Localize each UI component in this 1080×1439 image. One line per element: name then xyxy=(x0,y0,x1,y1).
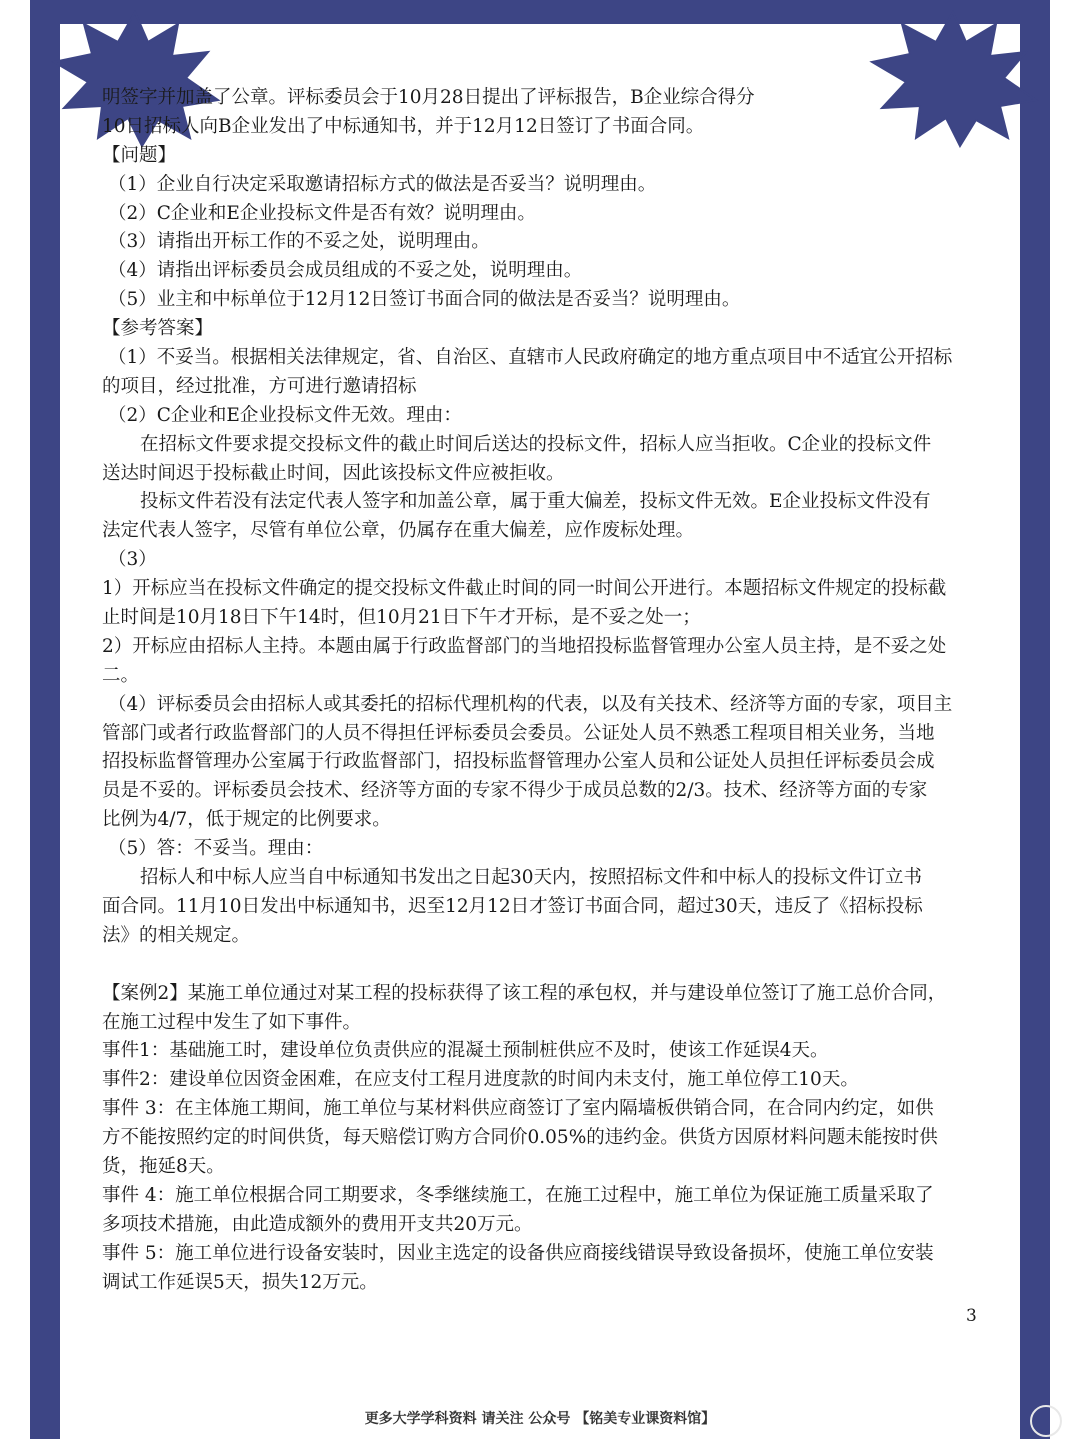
answer-line: （5）答：不妥当。理由： xyxy=(108,838,324,860)
answer-line: （2）C企业和E企业投标文件无效。理由： xyxy=(108,404,462,426)
event-line: 多项技术措施，由此造成额外的费用开支共20万元。 xyxy=(102,1213,533,1235)
answer-line: 管部门或者行政监督部门的人员不得担任评标委员会委员。公证处人员不熟悉工程项目相关业务，当地 xyxy=(102,722,935,744)
answer-line: 招投标监督管理办公室属于行政监督部门，招投标监督管理办公室人员和公证处人员担任评标委员会成 xyxy=(102,751,935,773)
answer-line: 法》的相关规定。 xyxy=(102,924,251,946)
answer-line: 员是不妥的。评标委员会技术、经济等方面的专家不得少于成员总数的2/3。技术、经济等方面的专家 xyxy=(102,780,928,802)
blank-line xyxy=(102,951,1022,980)
case-line: 【案例2】某施工单位通过对某工程的投标获得了该工程的承包权，并与建设单位签订了施工总价合同， xyxy=(102,982,947,1004)
answer-line: 在招标文件要求提交投标文件的截止时间后送达的投标文件，招标人应当拒收。C企业的投标文件 xyxy=(140,433,932,455)
footer-note: 更多大学学科资料 请关注 公众号 【铭美专业课资料馆】 xyxy=(364,1411,716,1427)
question-item: （5）业主和中标单位于12月12日签订书面合同的做法是否妥当？说明理由。 xyxy=(108,289,741,311)
event-line: 调试工作延误5天，损失12万元。 xyxy=(102,1271,378,1293)
answer-line: （3） xyxy=(108,549,157,571)
answer-line: （1）不妥当。根据相关法律规定，省、自治区、直辖市人民政府确定的地方重点项目中不适宜公开招标 xyxy=(108,347,953,369)
answer-line: 2）开标应由招标人主持。本题由属于行政监督部门的当地招投标监督管理办公室人员主持，是不妥之处 xyxy=(102,635,947,657)
event-line: 事件 4：施工单位根据合同工期要求，冬季继续施工，在施工过程中，施工单位为保证施工质量采取了 xyxy=(102,1184,934,1206)
question-item: （2）C企业和E企业投标文件是否有效？说明理由。 xyxy=(108,202,536,224)
answer-line: 法定代表人签字，尽管有单位公章，仍属存在重大偏差，应作废标处理。 xyxy=(102,520,695,542)
page-frame-left xyxy=(30,0,60,1439)
answer-line: 止时间是10月18日下午14时，但10月21日下午才开标，是不妥之处一； xyxy=(102,607,701,629)
section-heading: 【参考答案】 xyxy=(102,318,214,340)
question-item: （3）请指出开标工作的不妥之处，说明理由。 xyxy=(108,231,490,253)
event-line: 货，拖延8天。 xyxy=(102,1155,225,1177)
document-body xyxy=(102,84,1022,1297)
answer-line: 招标人和中标人应当自中标通知书发出之日起30天内，按照招标文件和中标人的投标文件订立书 xyxy=(140,867,923,889)
answer-line: 二。 xyxy=(102,664,140,686)
event-line: 方不能按照约定的时间供货，每天赔偿订购方合同价0.05%的违约金。供货方因原材料问题未能按时供 xyxy=(102,1127,938,1149)
text-line: 10日招标人向B企业发出了中标通知书，并于12月12日签订了书面合同。 xyxy=(102,115,705,137)
event-line: 事件 3：在主体施工期间，施工单位与某材料供应商签订了室内隔墙板供销合同，在合同内约定，如供 xyxy=(102,1098,934,1120)
text-line: 明签字并加盖了公章。评标委员会于10月28日提出了评标报告，B企业综合得分 xyxy=(102,87,755,108)
page-number: 3 xyxy=(966,1306,977,1326)
answer-line: 投标文件若没有法定代表人签字和加盖公章，属于重大偏差，投标文件无效。E企业投标文件没有 xyxy=(140,491,931,513)
event-line: 事件1：基础施工时，建设单位负责供应的混凝土预制桩供应不及时，使该工作延误4天。 xyxy=(102,1040,829,1062)
question-item: （4）请指出评标委员会成员组成的不妥之处，说明理由。 xyxy=(108,260,583,282)
answer-line: 1）开标应当在投标文件确定的提交投标文件截止时间的同一时间公开进行。本题招标文件规定的投标截 xyxy=(102,578,947,600)
answer-line: 的项目，经过批准，方可进行邀请招标 xyxy=(102,375,417,397)
case-line: 在施工过程中发生了如下事件。 xyxy=(102,1011,362,1033)
answer-line: （4）评标委员会由招标人或其委托的招标代理机构的代表，以及有关技术、经济等方面的专家，项目主 xyxy=(108,693,953,715)
event-line: 事件2：建设单位因资金困难，在应支付工程月进度款的时间内未支付，施工单位停工10天。 xyxy=(102,1069,859,1091)
page-frame-right xyxy=(1020,0,1050,1439)
section-heading: 【问题】 xyxy=(102,144,177,166)
answer-line: 面合同。11月10日发出中标通知书，迟至12月12日才签订书面合同，超过30天，违反了《招标投标 xyxy=(102,895,923,917)
answer-line: 送达时间迟于投标截止时间，因此该投标文件应被拒收。 xyxy=(102,462,565,484)
answer-line: 比例为4/7，低于规定的比例要求。 xyxy=(102,809,391,831)
question-item: （1）企业自行决定采取邀请招标方式的做法是否妥当？说明理由。 xyxy=(108,173,657,195)
watermark-icon xyxy=(1030,1405,1062,1437)
event-line: 事件 5：施工单位进行设备安装时，因业主选定的设备供应商接线错误导致设备损坏，使施工单位安装 xyxy=(102,1242,934,1264)
